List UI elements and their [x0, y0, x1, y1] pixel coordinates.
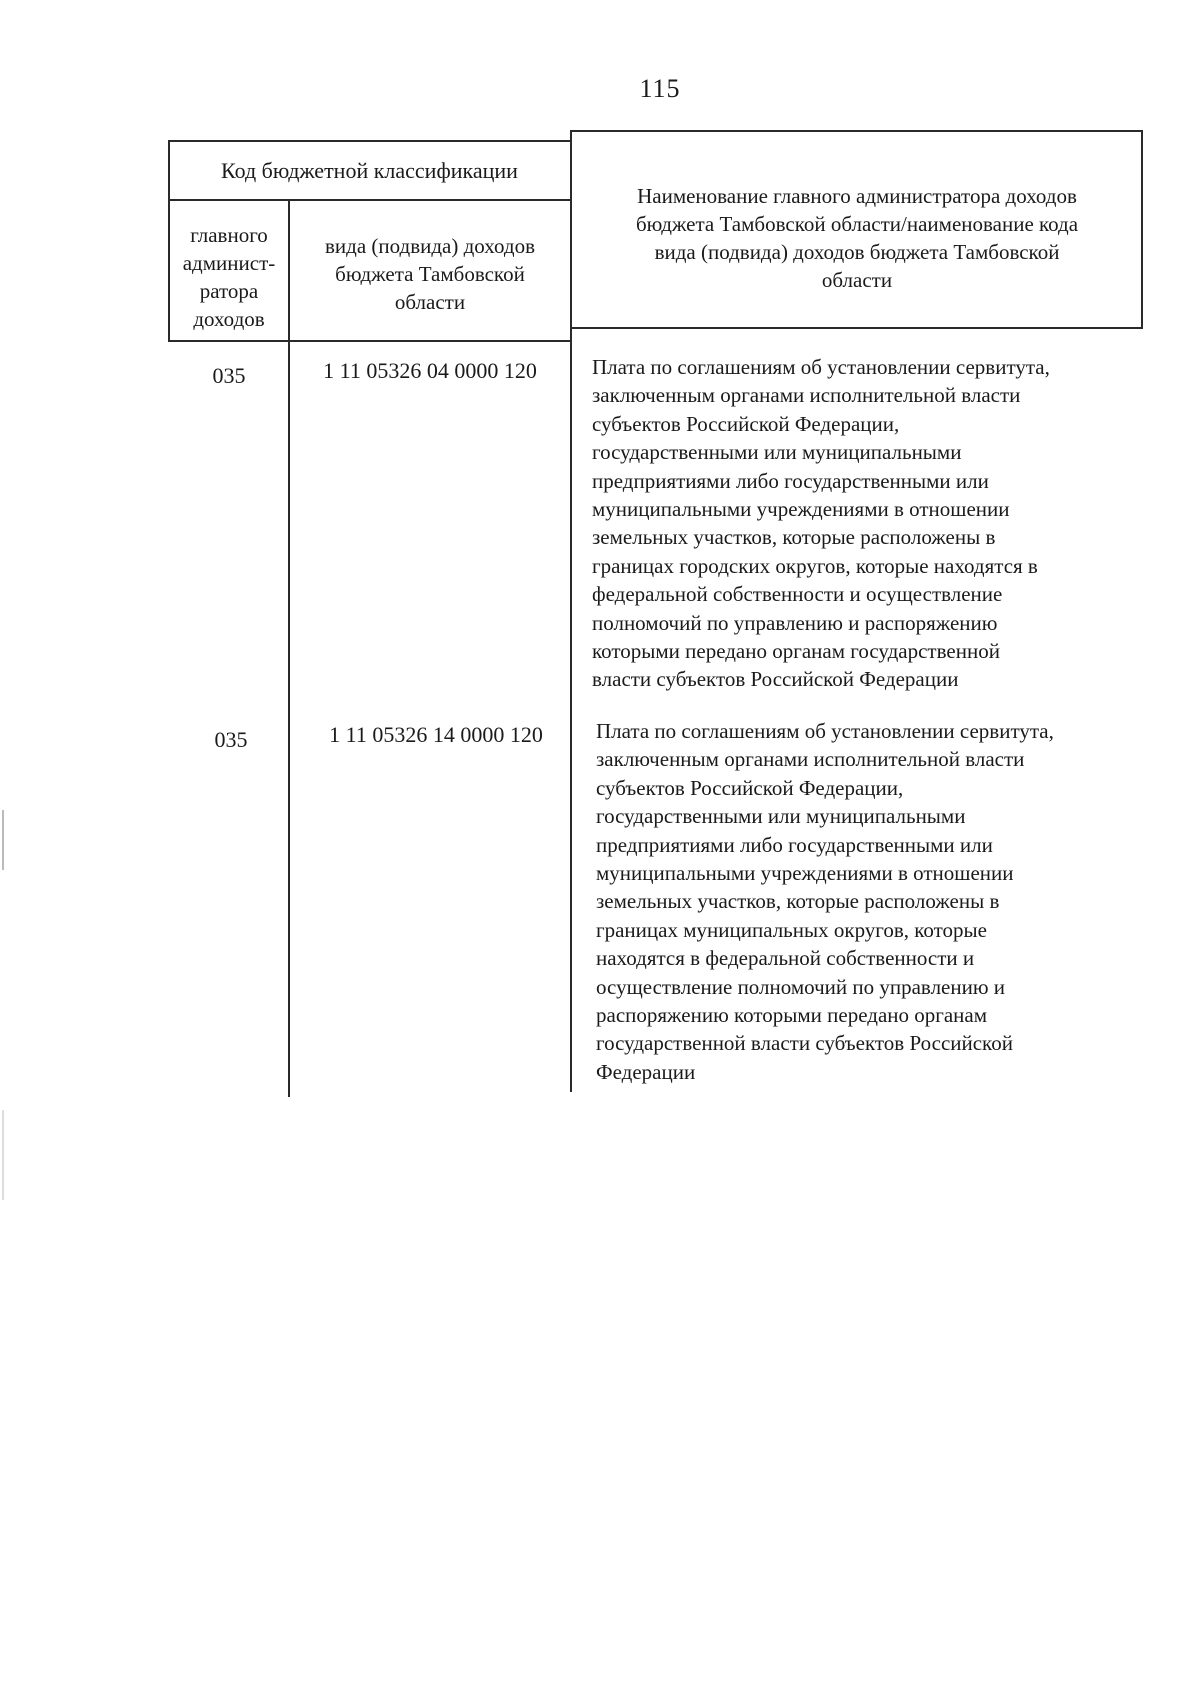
header-kind-cell	[290, 232, 570, 316]
header-kind-line: области	[394, 290, 466, 314]
header-name-line: бюджета Тамбовской области/наименование кода	[635, 212, 1079, 236]
income-name-line: границах городских округов, которые находятся в	[592, 553, 1038, 578]
income-name-line: муниципальными учреждениями в отношении	[592, 497, 1010, 522]
header-bottom-border-left	[168, 340, 571, 342]
header-admin-line: доходов	[193, 307, 265, 331]
page-number: 115	[639, 74, 681, 103]
income-name-line: полномочий по управлению и распоряжению	[592, 610, 998, 635]
header-name-line: Наименование главного администратора доходов	[637, 184, 1077, 208]
income-name-line: заключенным органами исполнительной власти	[592, 383, 1021, 408]
table-right-border	[1141, 130, 1143, 329]
income-name-line: земельных участков, которые расположены в	[596, 889, 1000, 914]
kind-code: 1 11 05326 04 0000 120	[323, 358, 537, 383]
income-name-line: предприятиями либо государственными или	[592, 468, 989, 493]
income-name-line: субъектов Российской Федерации,	[592, 411, 900, 436]
table-top-border-left	[168, 140, 571, 142]
scan-margin-mark	[2, 810, 4, 870]
income-name-line: федеральной собственности и осуществление	[592, 582, 1003, 607]
income-name-line: находятся в федеральной собственности и	[596, 946, 975, 971]
income-name-line: муниципальными учреждениями в отношении	[596, 861, 1014, 886]
income-name-line: власти субъектов Российской Федерации	[592, 667, 959, 692]
income-name-line: осуществление полномочий по управлению и	[596, 974, 1006, 999]
header-admin-line: главного	[190, 223, 268, 247]
income-name	[592, 353, 1152, 694]
income-name-line: государственной власти субъектов Российской	[596, 1031, 1013, 1056]
income-name-line: государственными или муниципальными	[596, 804, 966, 829]
income-name-line: границах муниципальных округов, которые	[596, 917, 987, 942]
header-subdivider	[168, 199, 571, 201]
column-divider-2	[570, 130, 572, 1092]
income-name-line: Плата по соглашениям об установлении сервитута,	[596, 719, 1054, 743]
header-group-label: Код бюджетной классификации	[221, 158, 518, 183]
income-name	[596, 717, 1156, 1086]
income-name-line: распоряжению которыми передано органам	[596, 1003, 988, 1028]
header-name-cell	[574, 182, 1140, 294]
income-name-line: Плата по соглашениям об установлении сервитута,	[592, 355, 1050, 379]
income-name-line: предприятиями либо государственными или	[596, 832, 993, 857]
income-name-line: субъектов Российской Федерации,	[596, 775, 904, 800]
header-kind-line: вида (подвида) доходов	[325, 234, 535, 258]
header-bottom-border-right	[571, 327, 1142, 329]
header-name-line: области	[821, 268, 893, 292]
header-admin-cell	[170, 221, 288, 333]
income-name-line: которыми передано органам государственной	[592, 639, 1000, 664]
header-admin-line: админист-	[182, 251, 276, 275]
income-name-line: земельных участков, которые расположены в	[592, 525, 996, 550]
header-name-line: вида (подвида) доходов бюджета Тамбовской	[654, 240, 1060, 264]
income-name-line: Федерации	[596, 1059, 696, 1084]
income-name-line: заключенным органами исполнительной власти	[596, 747, 1025, 772]
scan-margin-mark	[2, 1110, 4, 1200]
kind-code: 1 11 05326 14 0000 120	[329, 722, 543, 747]
admin-code: 035	[214, 727, 248, 752]
column-divider-1	[288, 199, 290, 1097]
income-name-line: государственными или муниципальными	[592, 440, 962, 465]
table-top-border-right	[571, 130, 1142, 132]
admin-code: 035	[212, 363, 246, 388]
header-kind-line: бюджета Тамбовской	[335, 262, 525, 286]
header-admin-line: ратора	[199, 279, 259, 303]
